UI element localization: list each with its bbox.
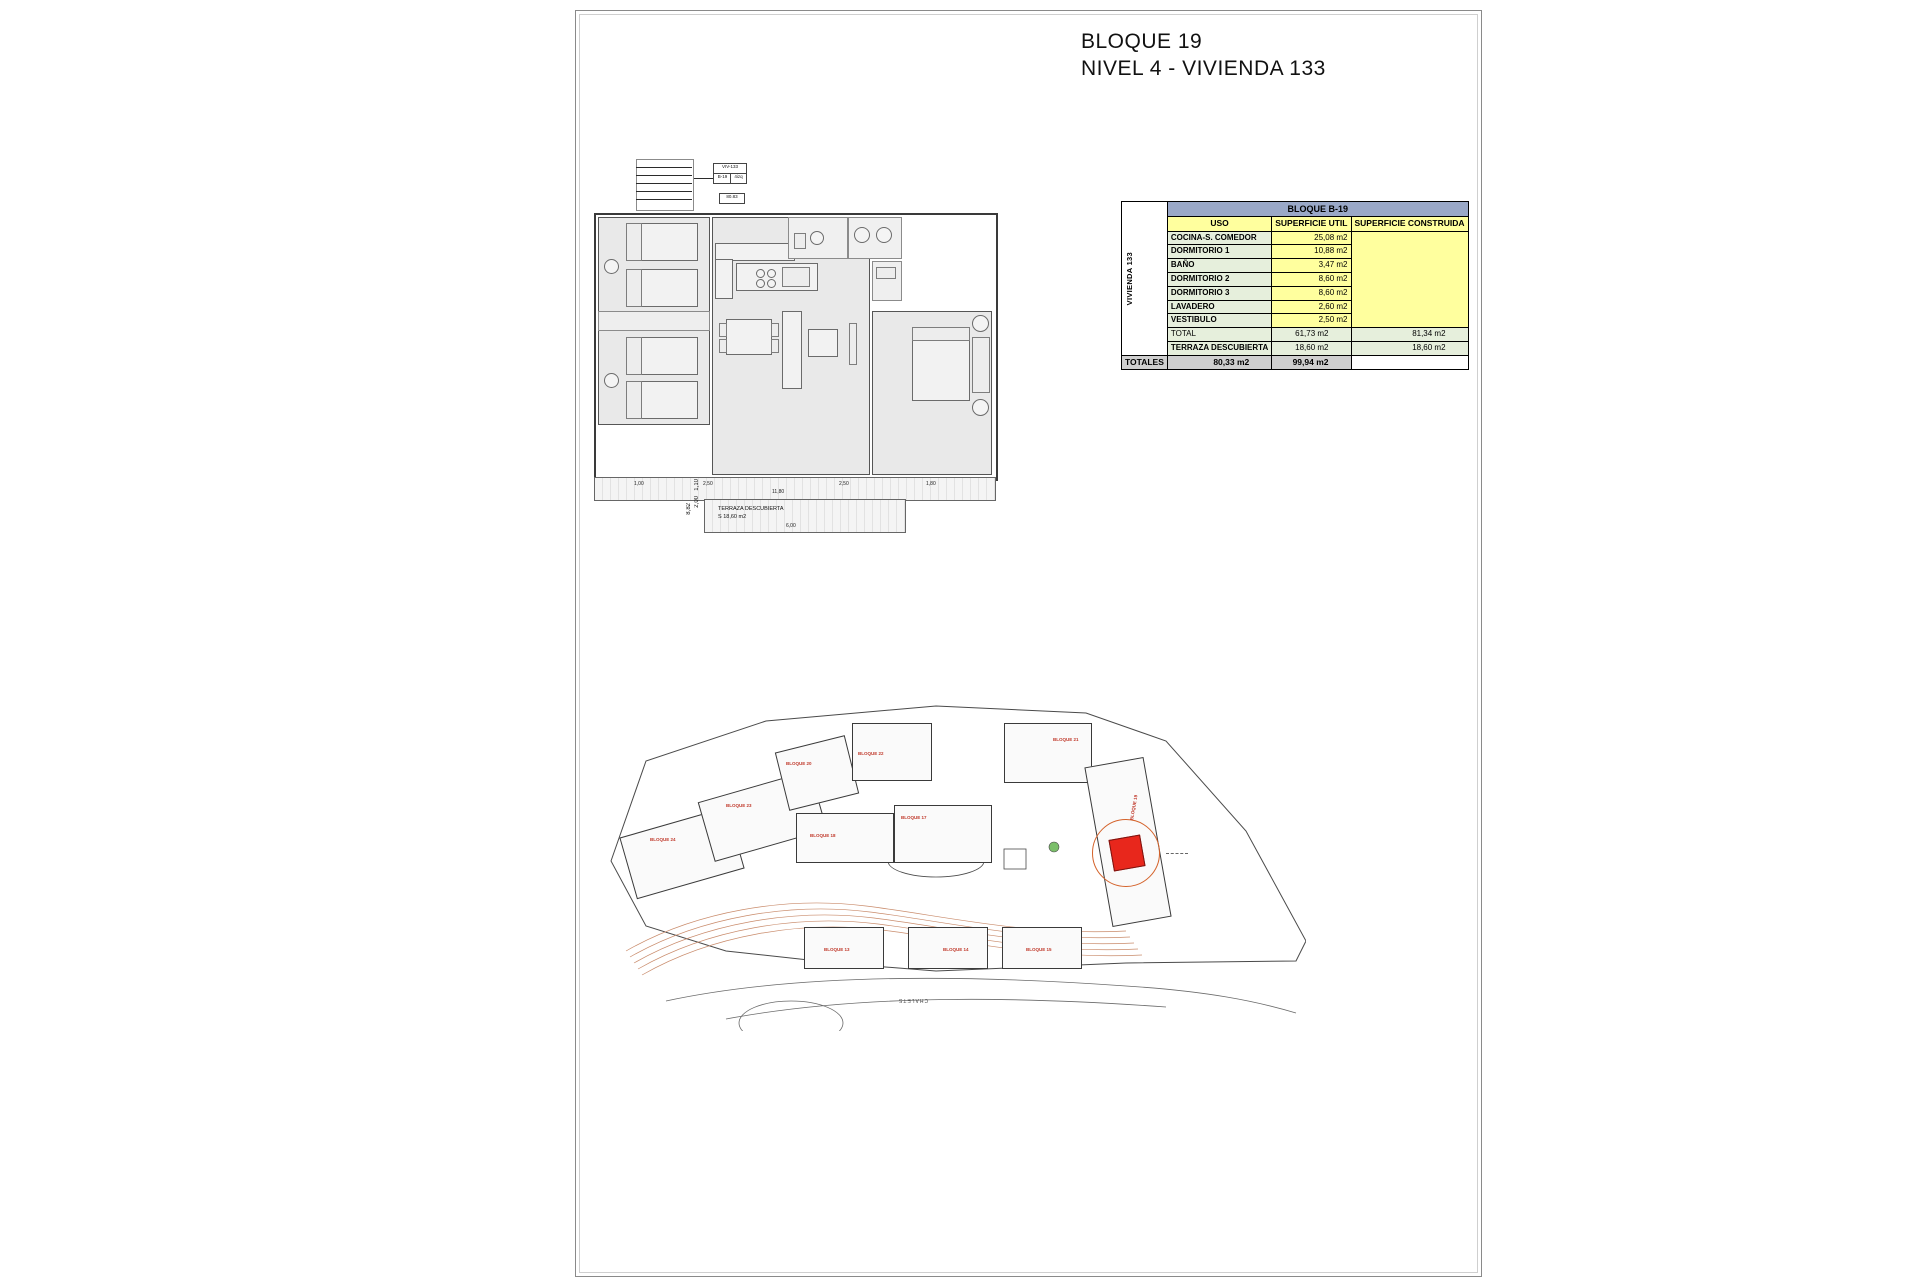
site-block (796, 813, 894, 863)
corridor-left (598, 311, 710, 331)
total-util: 61,73 m2 (1272, 328, 1351, 342)
site-block-label: BLOQUE 23 (726, 803, 752, 808)
stamp-viv: VIV-133 (713, 163, 747, 174)
ceiling-fixture-icon (972, 399, 989, 416)
dim-vertical-2: 2,00 (694, 496, 700, 508)
row-util: 10,88 m2 (1272, 245, 1351, 259)
total-built: 81,34 m2 (1351, 328, 1468, 342)
site-plan-drawing (606, 701, 1306, 1031)
dim-top-4: 2,50 (839, 481, 849, 487)
built-merged-cell (1351, 231, 1468, 328)
bed-headboard (626, 269, 642, 307)
hall-closet (876, 267, 896, 279)
bed-headboard (626, 223, 642, 261)
dim-bottom: 6,00 (786, 523, 796, 529)
vertical-label-cell (1122, 202, 1168, 356)
tv-unit (849, 323, 857, 365)
site-block-label: BLOQUE 22 (858, 751, 884, 756)
sink-fixture (782, 267, 810, 287)
row-use: COCINA-S. COMEDOR (1167, 231, 1271, 245)
dim-vertical-3: 8,82 (686, 503, 692, 515)
dim-top-2: 2,50 (703, 481, 713, 487)
block-header: BLOQUE B-19 (1167, 202, 1468, 217)
stamp-nivel: 4izq (730, 173, 747, 184)
title-line-2: NIVEL 4 - VIVIENDA 133 (1081, 56, 1326, 80)
site-block (894, 805, 992, 863)
row-util: 25,08 m2 (1272, 231, 1351, 245)
hob-burner-icon (767, 279, 776, 288)
row-use: BAÑO (1167, 259, 1271, 273)
dim-top-1: 1,00 (634, 481, 644, 487)
vivienda-vertical-label: VIVIENDA 133 (1125, 251, 1134, 306)
washer-icon (854, 227, 870, 243)
table-header-block (1122, 202, 1469, 217)
dining-chair (719, 339, 727, 353)
col-header-util: SUPERFICIE UTIL (1272, 217, 1351, 231)
table-column-headers (1122, 217, 1469, 231)
dining-chair (771, 323, 779, 337)
bed-headboard (626, 381, 642, 419)
title-line-1: BLOQUE 19 (1081, 30, 1203, 53)
row-use: DORMITORIO 3 (1167, 286, 1271, 300)
site-block-label: BLOQUE 18 (810, 833, 836, 838)
terrace-label (718, 505, 784, 522)
row-util: 8,60 m2 (1272, 286, 1351, 300)
totales-label: TOTALES (1122, 355, 1168, 369)
row-use: DORMITORIO 1 (1167, 245, 1271, 259)
site-block-label: BLOQUE 15 (1026, 947, 1052, 952)
dining-chair (719, 323, 727, 337)
total-label: TOTAL (1167, 328, 1271, 342)
hob-burner-icon (767, 269, 776, 278)
kitchen-counter (715, 259, 733, 299)
table-row-totals (1122, 355, 1469, 369)
stamp-blq: B-19 (713, 173, 732, 184)
site-block-label-19: BLOQUE 19 (1129, 794, 1139, 821)
hob-burner-icon (756, 269, 765, 278)
leader-line (1166, 853, 1188, 854)
floor-plan-drawing (586, 151, 1106, 551)
wardrobe (972, 337, 990, 393)
terrace-label-line2: S 18,60 m2 (718, 514, 747, 521)
site-block-label: BLOQUE 24 (650, 837, 676, 842)
row-util: 2,50 m2 (1272, 314, 1351, 328)
bed-headboard (626, 337, 642, 375)
stamp-code: 80.83 (719, 193, 745, 204)
totales-util: 80,33 m2 (1167, 355, 1271, 369)
site-block-label: BLOQUE 21 (1053, 737, 1079, 742)
site-block (1004, 723, 1092, 783)
hob-burner-icon (756, 279, 765, 288)
col-header-built: SUPERFICIE CONSTRUIDA (1351, 217, 1468, 231)
row-util: 3,47 m2 (1272, 259, 1351, 273)
site-block-label: BLOQUE 17 (901, 815, 927, 820)
coffee-table (808, 329, 838, 357)
ceiling-fixture-icon (604, 373, 619, 388)
row-util: 2,60 m2 (1272, 300, 1351, 314)
table-row-terrace (1122, 341, 1469, 355)
totales-built: 99,94 m2 (1272, 355, 1351, 369)
site-block-label: BLOQUE 14 (943, 947, 969, 952)
ceiling-fixture-icon (604, 259, 619, 274)
site-block-label: BLOQUE 13 (824, 947, 850, 952)
page-title (1081, 29, 1326, 83)
row-use: LAVADERO (1167, 300, 1271, 314)
bed-headboard (912, 327, 970, 341)
terrace-built: 18,60 m2 (1351, 341, 1468, 355)
toilet-fixture (794, 233, 806, 249)
terrace-util: 18,60 m2 (1272, 341, 1351, 355)
dining-chair (771, 339, 779, 353)
sheet-frame (575, 10, 1482, 1277)
ceiling-fixture-icon (972, 315, 989, 332)
washer-icon (876, 227, 892, 243)
site-block-label: BLOQUE 20 (786, 761, 812, 766)
dim-top-3: 11,80 (772, 489, 785, 495)
col-header-use: USO (1167, 217, 1271, 231)
washbasin-icon (810, 231, 824, 245)
dim-top-5: 1,80 (926, 481, 936, 487)
terrace-label-line1: TERRAZA DESCUBIERTA (718, 506, 784, 512)
row-util: 8,60 m2 (1272, 273, 1351, 287)
table-row (1122, 231, 1469, 245)
surface-table (1121, 201, 1469, 370)
table-row-total (1122, 328, 1469, 342)
terrace-label: TERRAZA DESCUBIERTA (1167, 341, 1271, 355)
row-use: DORMITORIO 2 (1167, 273, 1271, 287)
dining-table (726, 319, 772, 355)
highlight-circle (1092, 819, 1160, 887)
row-use: VESTIBULO (1167, 314, 1271, 328)
road-label: CHALETS (898, 997, 929, 1003)
sofa-furniture (782, 311, 802, 389)
dim-vertical-1: 1,10 (694, 479, 700, 491)
